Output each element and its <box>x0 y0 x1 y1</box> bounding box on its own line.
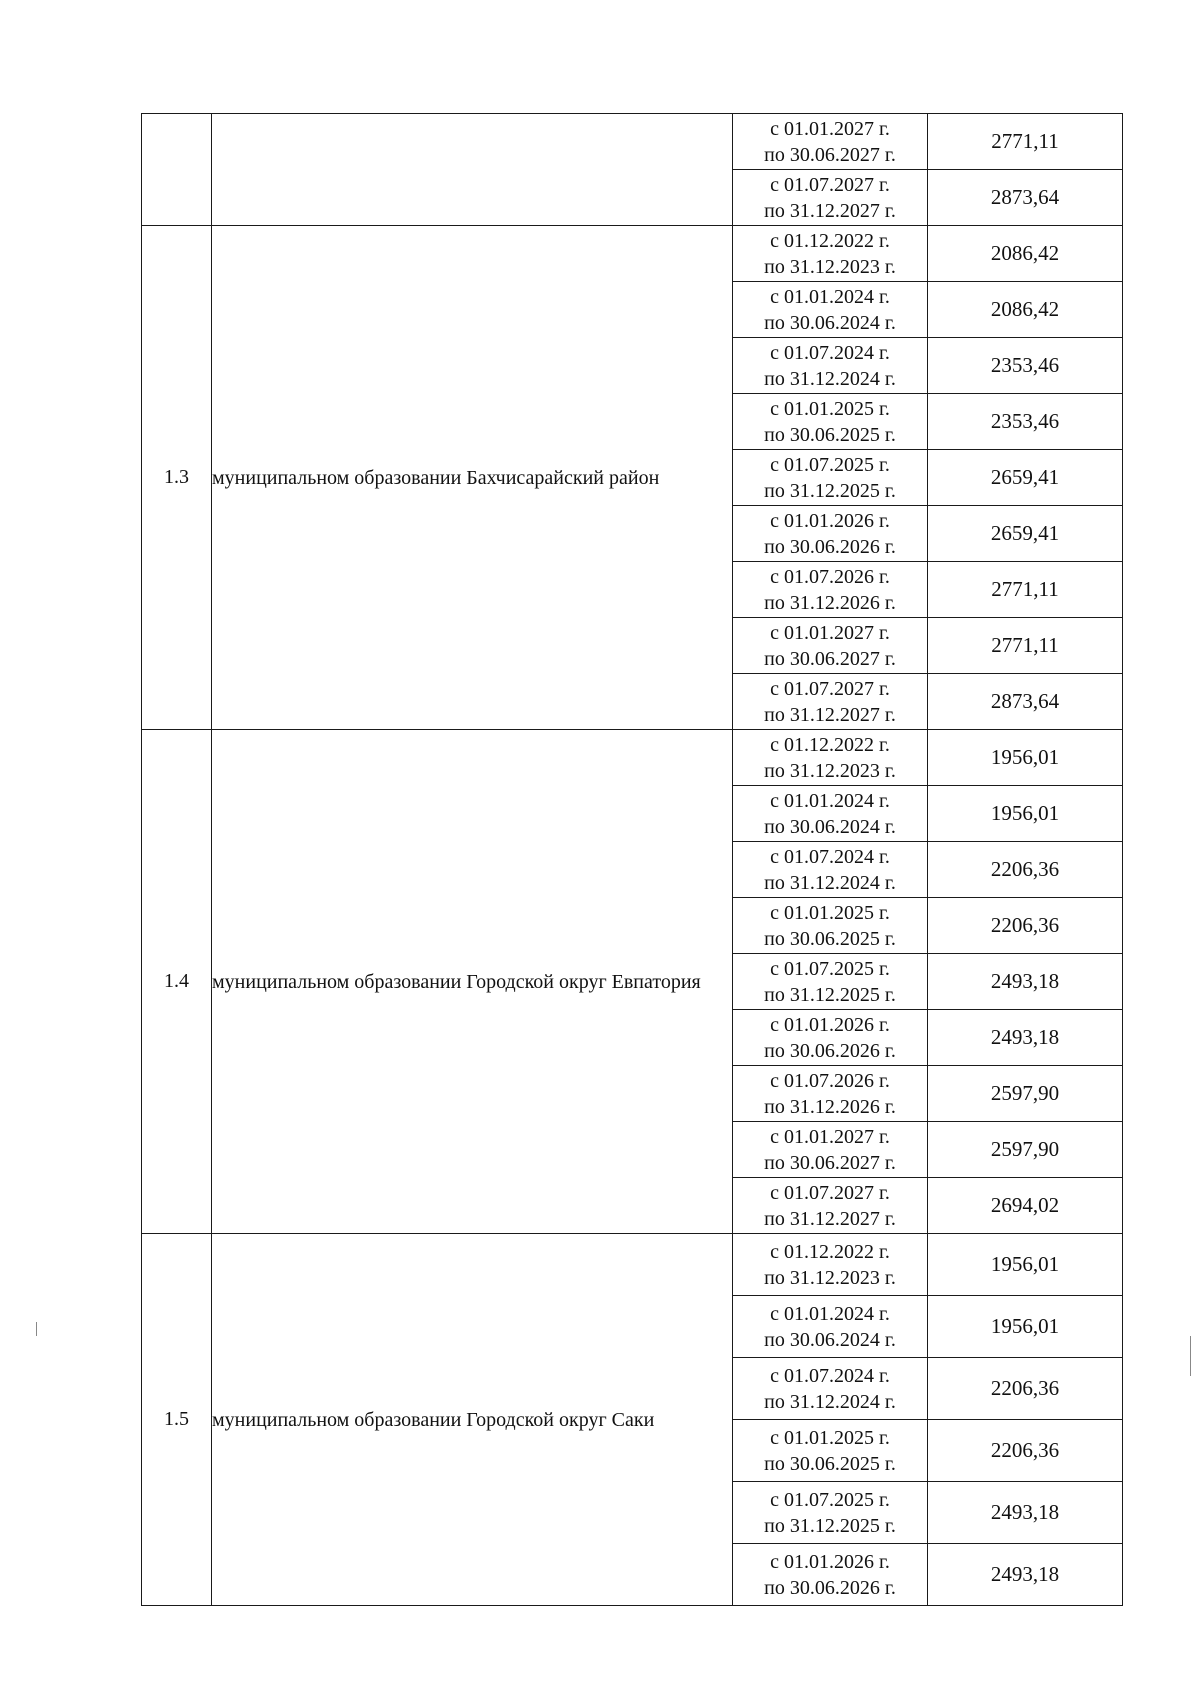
period-to: по 31.12.2023 г. <box>764 759 896 782</box>
period-to: по 31.12.2025 г. <box>764 1514 896 1537</box>
period-cell <box>733 562 928 618</box>
item-number-cell <box>142 114 212 226</box>
period-from: с 01.07.2027 г. <box>770 1181 890 1204</box>
period-cell <box>733 954 928 1010</box>
period-cell <box>733 1234 928 1296</box>
period-to: по 30.06.2024 г. <box>764 311 896 334</box>
tariff-value-cell: 2206,36 <box>928 1420 1123 1482</box>
period-from: с 01.01.2025 г. <box>770 901 890 924</box>
period-from: с 01.12.2022 г. <box>770 1240 890 1263</box>
period-to: по 30.06.2025 г. <box>764 927 896 950</box>
period-cell <box>733 1066 928 1122</box>
period-to: по 31.12.2024 г. <box>764 367 896 390</box>
municipality-name-cell: муниципальном образовании Бахчисарайский район <box>212 226 733 730</box>
scan-artifact-left <box>36 1322 37 1336</box>
period-cell <box>733 730 928 786</box>
period-from: с 01.01.2024 г. <box>770 789 890 812</box>
period-from: с 01.01.2024 г. <box>770 285 890 308</box>
period-from: с 01.07.2025 г. <box>770 453 890 476</box>
table-row <box>142 226 1123 282</box>
period-to: по 31.12.2027 г. <box>764 703 896 726</box>
period-cell <box>733 114 928 170</box>
item-number-cell: 1.5 <box>142 1234 212 1606</box>
period-to: по 31.12.2026 г. <box>764 591 896 614</box>
period-cell <box>733 450 928 506</box>
period-cell <box>733 282 928 338</box>
table-row <box>142 730 1123 786</box>
tariff-value-cell: 2771,11 <box>928 114 1123 170</box>
period-to: по 31.12.2027 г. <box>764 1207 896 1230</box>
period-cell <box>733 1544 928 1606</box>
tariff-value-cell: 2493,18 <box>928 1010 1123 1066</box>
period-from: с 01.07.2026 г. <box>770 565 890 588</box>
tariff-value-cell: 2493,18 <box>928 954 1123 1010</box>
period-to: по 30.06.2024 г. <box>764 1328 896 1351</box>
tariff-value-cell: 2873,64 <box>928 170 1123 226</box>
table-row <box>142 1234 1123 1296</box>
period-cell <box>733 618 928 674</box>
tariff-value-cell: 2493,18 <box>928 1544 1123 1606</box>
period-cell <box>733 1420 928 1482</box>
tariff-value-cell: 2771,11 <box>928 562 1123 618</box>
tariff-value-cell: 1956,01 <box>928 1234 1123 1296</box>
period-cell <box>733 674 928 730</box>
tariff-table <box>141 113 1123 1606</box>
tariff-table-body <box>142 114 1123 1606</box>
tariff-value-cell: 2206,36 <box>928 842 1123 898</box>
period-from: с 01.12.2022 г. <box>770 733 890 756</box>
period-to: по 30.06.2024 г. <box>764 815 896 838</box>
period-to: по 30.06.2027 г. <box>764 143 896 166</box>
period-to: по 31.12.2024 г. <box>764 1390 896 1413</box>
item-number-cell: 1.3 <box>142 226 212 730</box>
period-to: по 31.12.2026 г. <box>764 1095 896 1118</box>
tariff-value-cell: 1956,01 <box>928 1296 1123 1358</box>
tariff-value-cell: 2493,18 <box>928 1482 1123 1544</box>
tariff-value-cell: 2597,90 <box>928 1066 1123 1122</box>
tariff-value-cell: 2659,41 <box>928 450 1123 506</box>
period-cell <box>733 506 928 562</box>
period-from: с 01.07.2024 г. <box>770 341 890 364</box>
period-cell <box>733 394 928 450</box>
tariff-value-cell: 1956,01 <box>928 786 1123 842</box>
tariff-value-cell: 2086,42 <box>928 282 1123 338</box>
period-cell <box>733 170 928 226</box>
period-cell <box>733 898 928 954</box>
period-to: по 30.06.2026 г. <box>764 535 896 558</box>
period-from: с 01.01.2026 г. <box>770 1550 890 1573</box>
period-from: с 01.07.2025 г. <box>770 1488 890 1511</box>
period-from: с 01.01.2026 г. <box>770 509 890 532</box>
period-cell <box>733 1122 928 1178</box>
tariff-value-cell: 2597,90 <box>928 1122 1123 1178</box>
tariff-value-cell: 2353,46 <box>928 338 1123 394</box>
tariff-value-cell: 2771,11 <box>928 618 1123 674</box>
period-from: с 01.12.2022 г. <box>770 229 890 252</box>
period-from: с 01.01.2025 г. <box>770 1426 890 1449</box>
period-cell <box>733 1178 928 1234</box>
period-from: с 01.07.2024 г. <box>770 845 890 868</box>
period-to: по 31.12.2025 г. <box>764 983 896 1006</box>
period-to: по 31.12.2023 г. <box>764 255 896 278</box>
period-from: с 01.07.2025 г. <box>770 957 890 980</box>
period-cell <box>733 842 928 898</box>
period-to: по 30.06.2027 г. <box>764 647 896 670</box>
municipality-name-cell <box>212 114 733 226</box>
period-to: по 30.06.2026 г. <box>764 1576 896 1599</box>
period-to: по 30.06.2025 г. <box>764 1452 896 1475</box>
period-from: с 01.07.2024 г. <box>770 1364 890 1387</box>
tariff-value-cell: 2873,64 <box>928 674 1123 730</box>
period-cell <box>733 338 928 394</box>
tariff-value-cell: 2206,36 <box>928 898 1123 954</box>
municipality-name-cell: муниципальном образовании Городской округ Саки <box>212 1234 733 1606</box>
period-to: по 30.06.2025 г. <box>764 423 896 446</box>
period-cell <box>733 1296 928 1358</box>
period-from: с 01.07.2027 г. <box>770 173 890 196</box>
period-to: по 31.12.2024 г. <box>764 871 896 894</box>
period-cell <box>733 786 928 842</box>
period-to: по 31.12.2027 г. <box>764 199 896 222</box>
tariff-value-cell: 2353,46 <box>928 394 1123 450</box>
item-number-cell: 1.4 <box>142 730 212 1234</box>
period-cell <box>733 226 928 282</box>
period-cell <box>733 1482 928 1544</box>
period-to: по 31.12.2025 г. <box>764 479 896 502</box>
municipality-name-cell: муниципальном образовании Городской округ Евпатория <box>212 730 733 1234</box>
period-to: по 30.06.2026 г. <box>764 1039 896 1062</box>
period-from: с 01.01.2027 г. <box>770 621 890 644</box>
period-from: с 01.01.2025 г. <box>770 397 890 420</box>
period-cell <box>733 1358 928 1420</box>
period-cell <box>733 1010 928 1066</box>
tariff-value-cell: 2086,42 <box>928 226 1123 282</box>
period-from: с 01.01.2027 г. <box>770 1125 890 1148</box>
period-from: с 01.01.2027 г. <box>770 117 890 140</box>
tariff-value-cell: 2694,02 <box>928 1178 1123 1234</box>
period-from: с 01.01.2024 г. <box>770 1302 890 1325</box>
period-from: с 01.07.2026 г. <box>770 1069 890 1092</box>
tariff-value-cell: 2206,36 <box>928 1358 1123 1420</box>
period-to: по 31.12.2023 г. <box>764 1266 896 1289</box>
period-to: по 30.06.2027 г. <box>764 1151 896 1174</box>
period-from: с 01.07.2027 г. <box>770 677 890 700</box>
tariff-value-cell: 2659,41 <box>928 506 1123 562</box>
table-row <box>142 114 1123 170</box>
period-from: с 01.01.2026 г. <box>770 1013 890 1036</box>
tariff-value-cell: 1956,01 <box>928 730 1123 786</box>
scan-artifact-right <box>1190 1336 1191 1376</box>
